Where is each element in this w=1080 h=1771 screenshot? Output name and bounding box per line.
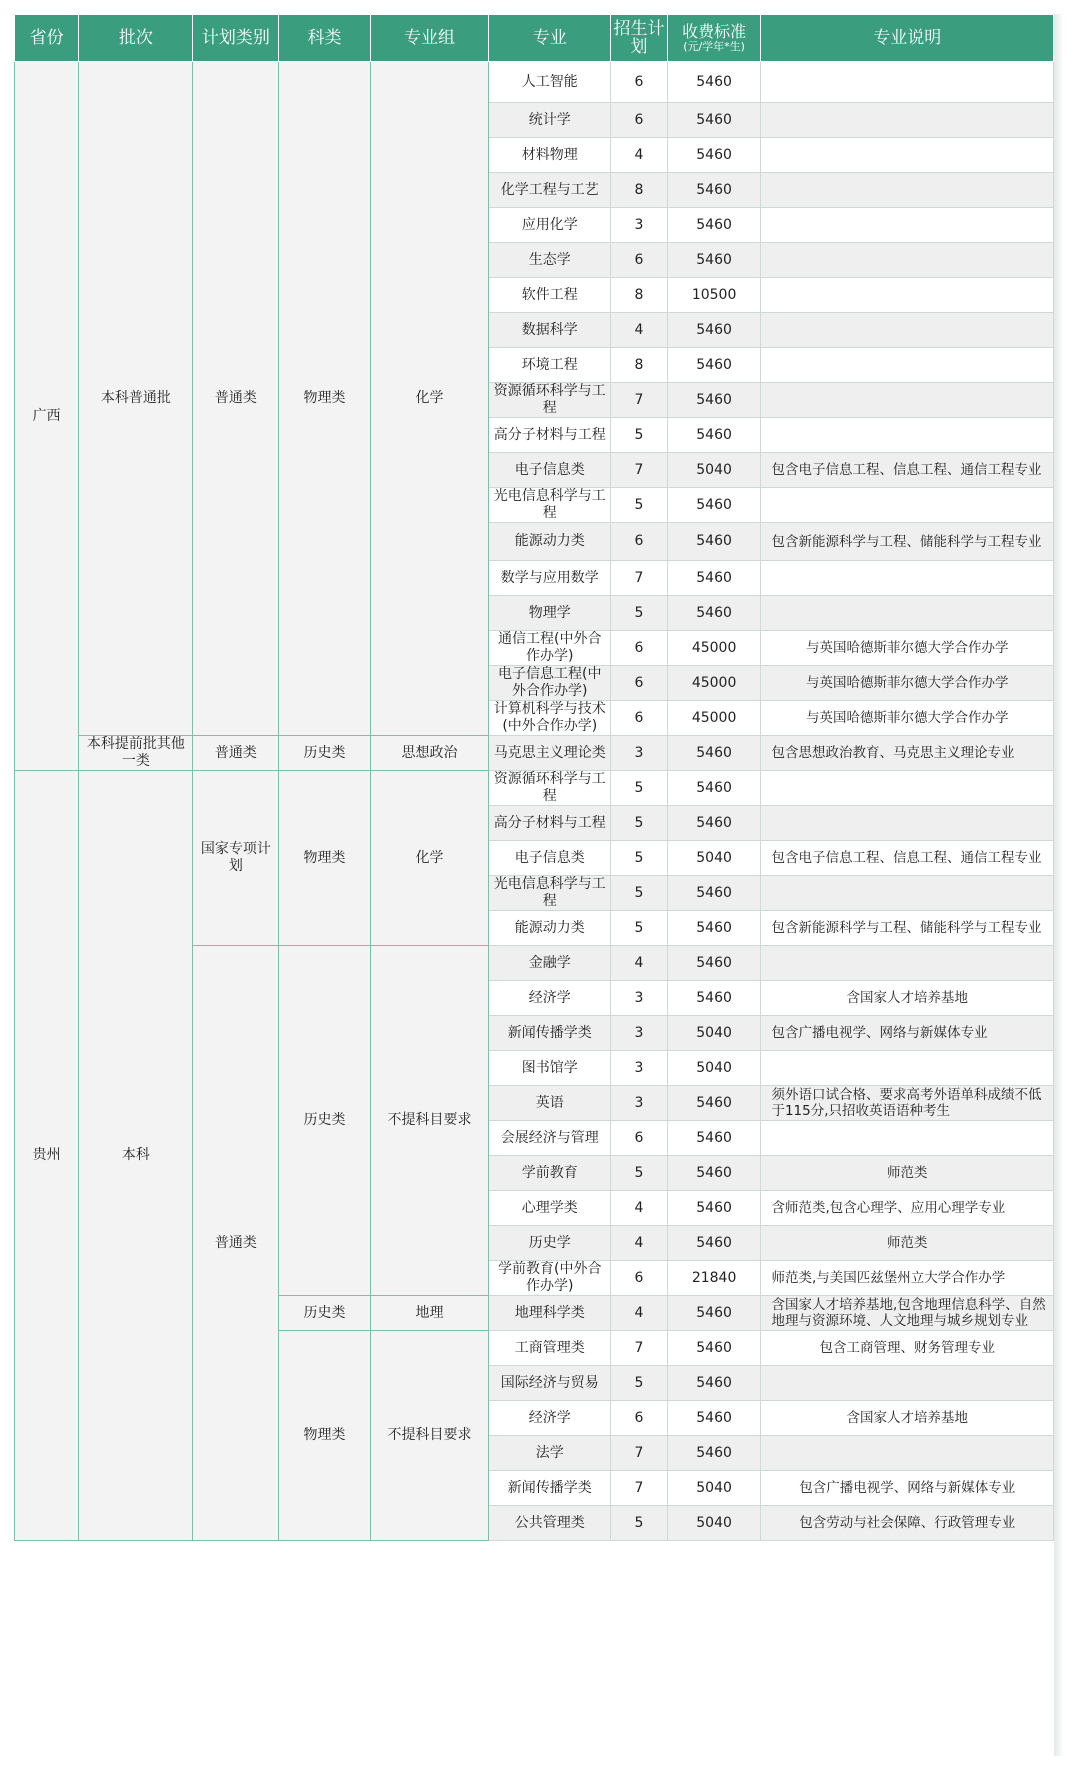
header-major: 专业	[489, 15, 611, 62]
note-cell: 包含劳动与社会保障、行政管理专业	[761, 1506, 1054, 1541]
fee-cell: 5460	[667, 911, 761, 946]
fee-cell: 5460	[667, 138, 761, 173]
table-row	[15, 62, 1054, 103]
fee-cell: 5460	[667, 1296, 761, 1331]
plan-guangxi-regular-2: 普通类	[193, 736, 279, 771]
major-cell: 图书馆学	[489, 1051, 611, 1086]
note-cell: 含国家人才培养基地,包含地理信息科学、自然地理与资源环境、人文地理与城乡规划专业	[761, 1296, 1054, 1331]
fee-cell: 5040	[667, 841, 761, 876]
fee-cell: 5460	[667, 523, 761, 561]
fee-cell: 21840	[667, 1261, 761, 1296]
note-cell: 与英国哈德斯菲尔德大学合作办学	[761, 666, 1054, 701]
quota-cell: 7	[611, 1331, 667, 1366]
header-fee	[667, 15, 761, 62]
fee-cell: 10500	[667, 278, 761, 313]
note-cell	[761, 1051, 1054, 1086]
note-cell	[761, 561, 1054, 596]
quota-cell: 4	[611, 946, 667, 981]
quota-cell: 4	[611, 1191, 667, 1226]
major-cell: 光电信息科学与工程	[489, 488, 611, 523]
note-cell	[761, 208, 1054, 243]
major-cell: 数据科学	[489, 313, 611, 348]
quota-cell: 5	[611, 806, 667, 841]
major-cell: 通信工程(中外合作办学)	[489, 631, 611, 666]
major-cell: 金融学	[489, 946, 611, 981]
note-cell: 师范类	[761, 1156, 1054, 1191]
group-guangxi-politics: 思想政治	[370, 736, 489, 771]
note-cell	[761, 243, 1054, 278]
quota-cell: 5	[611, 418, 667, 453]
note-cell: 含国家人才培养基地	[761, 981, 1054, 1016]
major-cell: 法学	[489, 1436, 611, 1471]
quota-cell: 3	[611, 981, 667, 1016]
table-row	[15, 736, 1054, 771]
province-guizhou: 贵州	[15, 771, 79, 1541]
major-cell: 学前教育(中外合作办学)	[489, 1261, 611, 1296]
major-cell: 经济学	[489, 981, 611, 1016]
major-cell: 经济学	[489, 1401, 611, 1436]
quota-cell: 3	[611, 1051, 667, 1086]
major-cell: 历史学	[489, 1226, 611, 1261]
note-cell	[761, 876, 1054, 911]
major-cell: 统计学	[489, 103, 611, 138]
major-cell: 软件工程	[489, 278, 611, 313]
quota-cell: 6	[611, 701, 667, 736]
quota-cell: 7	[611, 453, 667, 488]
quota-cell: 5	[611, 1506, 667, 1541]
note-cell	[761, 771, 1054, 806]
quota-cell: 6	[611, 1121, 667, 1156]
note-cell: 包含广播电视学、网络与新媒体专业	[761, 1016, 1054, 1051]
quota-cell: 5	[611, 841, 667, 876]
note-cell	[761, 62, 1054, 103]
quota-cell: 8	[611, 278, 667, 313]
major-cell: 公共管理类	[489, 1506, 611, 1541]
fee-cell: 5460	[667, 806, 761, 841]
major-cell: 新闻传播学类	[489, 1016, 611, 1051]
note-cell: 包含电子信息工程、信息工程、通信工程专业	[761, 841, 1054, 876]
fee-cell: 5460	[667, 418, 761, 453]
major-cell: 材料物理	[489, 138, 611, 173]
subject-guangxi-history: 历史类	[279, 736, 370, 771]
fee-cell: 5040	[667, 1506, 761, 1541]
subject-guizhou-history: 历史类	[279, 946, 370, 1296]
group-guizhou-geography: 地理	[370, 1296, 489, 1331]
note-cell: 包含新能源科学与工程、储能科学与工程专业	[761, 911, 1054, 946]
fee-cell: 5460	[667, 313, 761, 348]
group-guizhou-none-2: 不提科目要求	[370, 1331, 489, 1541]
quota-cell: 5	[611, 771, 667, 806]
fee-cell: 5460	[667, 243, 761, 278]
plan-guangxi-regular: 普通类	[193, 62, 279, 736]
header-fee-label: 收费标准	[682, 22, 747, 41]
note-cell: 须外语口试合格、要求高考外语单科成绩不低于115分,只招收英语语种考生	[761, 1086, 1054, 1121]
major-cell: 应用化学	[489, 208, 611, 243]
group-guizhou-none: 不提科目要求	[370, 946, 489, 1296]
quota-cell: 3	[611, 1086, 667, 1121]
note-cell	[761, 1121, 1054, 1156]
subject-guizhou-physics-2: 物理类	[279, 1331, 370, 1541]
header-province: 省份	[15, 15, 79, 62]
quota-cell: 7	[611, 383, 667, 418]
note-cell: 师范类,与美国匹兹堡州立大学合作办学	[761, 1261, 1054, 1296]
quota-cell: 7	[611, 1471, 667, 1506]
province-guangxi: 广西	[15, 62, 79, 771]
fee-cell: 5460	[667, 946, 761, 981]
note-cell	[761, 488, 1054, 523]
fee-cell: 5460	[667, 981, 761, 1016]
note-cell: 包含工商管理、财务管理专业	[761, 1331, 1054, 1366]
quota-cell: 5	[611, 911, 667, 946]
subject-guizhou-physics: 物理类	[279, 771, 370, 946]
note-cell	[761, 1366, 1054, 1401]
quota-cell: 8	[611, 348, 667, 383]
quota-cell: 6	[611, 666, 667, 701]
fee-cell: 5460	[667, 736, 761, 771]
note-cell	[761, 806, 1054, 841]
quota-cell: 4	[611, 1226, 667, 1261]
header-subject-type: 科类	[279, 15, 370, 62]
fee-cell: 5460	[667, 596, 761, 631]
major-cell: 高分子材料与工程	[489, 418, 611, 453]
note-cell: 包含电子信息工程、信息工程、通信工程专业	[761, 453, 1054, 488]
note-cell	[761, 138, 1054, 173]
major-cell: 国际经济与贸易	[489, 1366, 611, 1401]
quota-cell: 7	[611, 561, 667, 596]
group-guangxi-chemistry: 化学	[370, 62, 489, 736]
major-cell: 能源动力类	[489, 523, 611, 561]
fee-cell: 5460	[667, 1156, 761, 1191]
note-cell	[761, 946, 1054, 981]
fee-cell: 5040	[667, 1051, 761, 1086]
page-edge-shadow	[1054, 14, 1064, 1756]
major-cell: 英语	[489, 1086, 611, 1121]
note-cell: 含师范类,包含心理学、应用心理学专业	[761, 1191, 1054, 1226]
quota-cell: 6	[611, 62, 667, 103]
quota-cell: 7	[611, 1436, 667, 1471]
major-cell: 资源循环科学与工程	[489, 771, 611, 806]
quota-cell: 6	[611, 1261, 667, 1296]
fee-cell: 5460	[667, 1121, 761, 1156]
header-note: 专业说明	[761, 15, 1054, 62]
header-batch: 批次	[79, 15, 193, 62]
note-cell	[761, 103, 1054, 138]
note-cell: 包含新能源科学与工程、储能科学与工程专业	[761, 523, 1054, 561]
major-cell: 新闻传播学类	[489, 1471, 611, 1506]
fee-cell: 45000	[667, 666, 761, 701]
quota-cell: 8	[611, 173, 667, 208]
quota-cell: 5	[611, 1366, 667, 1401]
group-guizhou-chemistry: 化学	[370, 771, 489, 946]
major-cell: 环境工程	[489, 348, 611, 383]
major-cell: 马克思主义理论类	[489, 736, 611, 771]
fee-cell: 5460	[667, 173, 761, 208]
quota-cell: 6	[611, 103, 667, 138]
major-cell: 心理学类	[489, 1191, 611, 1226]
fee-cell: 5460	[667, 1366, 761, 1401]
note-cell	[761, 278, 1054, 313]
quota-cell: 6	[611, 243, 667, 278]
major-cell: 化学工程与工艺	[489, 173, 611, 208]
table-row	[15, 771, 1054, 806]
quota-cell: 6	[611, 1401, 667, 1436]
fee-cell: 5460	[667, 771, 761, 806]
note-cell	[761, 418, 1054, 453]
major-cell: 物理学	[489, 596, 611, 631]
quota-cell: 5	[611, 1156, 667, 1191]
admissions-table-container	[14, 14, 1054, 1541]
major-cell: 光电信息科学与工程	[489, 876, 611, 911]
header-fee-unit: (元/学年*生)	[683, 40, 745, 53]
note-cell: 包含思想政治教育、马克思主义理论专业	[761, 736, 1054, 771]
fee-cell: 5040	[667, 1471, 761, 1506]
header-quota: 招生计划	[611, 15, 667, 62]
major-cell: 地理科学类	[489, 1296, 611, 1331]
major-cell: 电子信息类	[489, 453, 611, 488]
quota-cell: 3	[611, 1016, 667, 1051]
note-cell: 包含广播电视学、网络与新媒体专业	[761, 1471, 1054, 1506]
major-cell: 会展经济与管理	[489, 1121, 611, 1156]
quota-cell: 4	[611, 1296, 667, 1331]
fee-cell: 5460	[667, 383, 761, 418]
fee-cell: 5460	[667, 1226, 761, 1261]
major-cell: 能源动力类	[489, 911, 611, 946]
major-cell: 学前教育	[489, 1156, 611, 1191]
fee-cell: 45000	[667, 701, 761, 736]
note-cell	[761, 313, 1054, 348]
note-cell	[761, 1436, 1054, 1471]
fee-cell: 5460	[667, 1401, 761, 1436]
plan-guizhou-regular: 普通类	[193, 946, 279, 1541]
note-cell	[761, 173, 1054, 208]
note-cell	[761, 596, 1054, 631]
batch-guangxi-regular: 本科普通批	[79, 62, 193, 736]
fee-cell: 5460	[667, 1436, 761, 1471]
major-cell: 计算机科学与技术(中外合作办学)	[489, 701, 611, 736]
quota-cell: 3	[611, 736, 667, 771]
fee-cell: 5460	[667, 208, 761, 243]
quota-cell: 4	[611, 313, 667, 348]
subject-guangxi-physics: 物理类	[279, 62, 370, 736]
major-cell: 人工智能	[489, 62, 611, 103]
table-body	[15, 62, 1054, 1541]
major-cell: 电子信息类	[489, 841, 611, 876]
header-row	[15, 15, 1054, 62]
fee-cell: 5460	[667, 348, 761, 383]
batch-guizhou: 本科	[79, 771, 193, 1541]
quota-cell: 6	[611, 631, 667, 666]
header-major-group: 专业组	[370, 15, 489, 62]
major-cell: 资源循环科学与工程	[489, 383, 611, 418]
admissions-table	[14, 14, 1054, 1541]
quota-cell: 5	[611, 596, 667, 631]
major-cell: 高分子材料与工程	[489, 806, 611, 841]
note-cell: 与英国哈德斯菲尔德大学合作办学	[761, 701, 1054, 736]
major-cell: 生态学	[489, 243, 611, 278]
subject-guizhou-history-2: 历史类	[279, 1296, 370, 1331]
quota-cell: 3	[611, 208, 667, 243]
fee-cell: 5460	[667, 1331, 761, 1366]
fee-cell: 5460	[667, 1086, 761, 1121]
fee-cell: 5460	[667, 488, 761, 523]
major-cell: 数学与应用数学	[489, 561, 611, 596]
quota-cell: 5	[611, 876, 667, 911]
quota-cell: 6	[611, 523, 667, 561]
fee-cell: 5460	[667, 62, 761, 103]
fee-cell: 45000	[667, 631, 761, 666]
batch-guangxi-early: 本科提前批其他一类	[79, 736, 193, 771]
fee-cell: 5040	[667, 1016, 761, 1051]
fee-cell: 5460	[667, 876, 761, 911]
major-cell: 工商管理类	[489, 1331, 611, 1366]
note-cell	[761, 383, 1054, 418]
quota-cell: 4	[611, 138, 667, 173]
fee-cell: 5460	[667, 1191, 761, 1226]
header-plan-type: 计划类别	[193, 15, 279, 62]
fee-cell: 5040	[667, 453, 761, 488]
plan-guizhou-special: 国家专项计划	[193, 771, 279, 946]
note-cell: 含国家人才培养基地	[761, 1401, 1054, 1436]
quota-cell: 5	[611, 488, 667, 523]
fee-cell: 5460	[667, 103, 761, 138]
note-cell	[761, 348, 1054, 383]
note-cell: 与英国哈德斯菲尔德大学合作办学	[761, 631, 1054, 666]
fee-cell: 5460	[667, 561, 761, 596]
major-cell: 电子信息工程(中外合作办学)	[489, 666, 611, 701]
note-cell: 师范类	[761, 1226, 1054, 1261]
